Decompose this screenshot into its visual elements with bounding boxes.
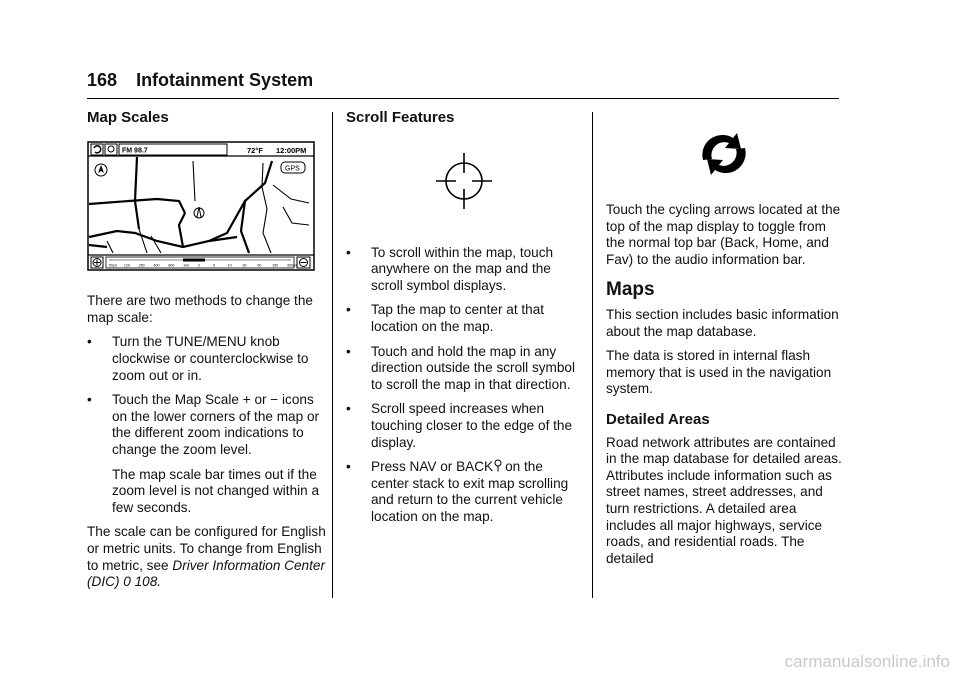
back-knob-icon [494, 459, 502, 472]
crosshair-icon [432, 149, 496, 213]
map-scale-note: The map scale bar times out if the zoom level is not changed within a few seconds. [112, 466, 320, 515]
scale-label[interactable]: 50 [257, 263, 262, 268]
column-map-scales [87, 110, 327, 599]
time-readout: 12:00PM [276, 145, 307, 155]
map-scale-bullet-2: • Touch the Map Scale + or − icons on the lower corners of the map or the different zoom indications to change the zoom level. [87, 392, 320, 457]
column-scroll-features [346, 110, 582, 534]
maps-heading: Maps [606, 279, 655, 301]
page-header [87, 70, 313, 91]
section-title: Infotainment System [136, 70, 314, 90]
map-screen-illustration [87, 141, 315, 271]
page-number: 168 [87, 70, 118, 90]
map-screen-figure [87, 141, 327, 276]
dic-page-ref[interactable]: 0 108. [123, 574, 162, 590]
scroll-symbol-figure [346, 137, 582, 225]
scale-label[interactable]: 300mi [287, 263, 297, 268]
scale-label[interactable]: 1mi [183, 263, 189, 268]
scroll-bullet-4: • Scroll speed increases when touching closer to the edge of the display. [346, 401, 573, 450]
scroll-bullet-2: • Tap the map to center at that location on the map. [346, 302, 545, 334]
gps-label: GPS [285, 165, 300, 173]
scale-indicator [183, 258, 205, 261]
temp-readout: 72°F [247, 145, 263, 155]
maps-paragraph-2: The data is stored in internal flash memory that is used in the navigation system. [606, 348, 832, 397]
scroll-bullet-3: • Touch and hold the map in any direction outside the scroll symbol to scroll the map in that direction. [346, 343, 575, 392]
column-divider-1 [332, 112, 333, 598]
watermark: carmanualsonline.info [784, 652, 950, 671]
scale-label[interactable]: 150 [272, 263, 279, 268]
scale-label[interactable]: 10 [227, 263, 232, 268]
scroll-features-heading: Scroll Features [346, 109, 455, 126]
map-scales-heading: Map Scales [87, 109, 169, 126]
scroll-bullet-1: • To scroll within the map, touch anywhere on the map and the scroll symbol displays. [346, 244, 554, 293]
scale-label[interactable]: 30 [242, 263, 247, 268]
map-scale-bullet-1: • Turn the TUNE/MENU knob clockwise or counterclockwise to zoom out or in. [87, 334, 309, 383]
cycling-arrows-text: Touch the cycling arrows located at the top of the map display to toggle from the normal top bar (Back, Home, and Fav) to the audio information bar. [606, 202, 841, 267]
column-maps [606, 110, 842, 575]
scale-label[interactable]: 400 [153, 263, 160, 268]
cycling-arrows-icon [699, 129, 749, 179]
scale-units-paragraph: The scale can be configured for English or metric units. To change from English to metric, see Driver Information Center (DIC) 0 108. [87, 524, 326, 590]
scale-label[interactable]: 250 [138, 263, 145, 268]
scale-label[interactable]: 2 [198, 263, 200, 268]
scale-label[interactable]: 800 [168, 263, 175, 268]
cycling-arrows-figure [606, 110, 842, 198]
column-divider-2 [592, 112, 593, 598]
scale-label[interactable]: 120 [123, 263, 130, 268]
scale-label[interactable]: 50yd [109, 263, 117, 268]
header-rule [87, 98, 839, 99]
scroll-bullet-5: • Press NAV or BACK on the center stack to exit map scrolling and return to the current vehicle location on the map. [346, 459, 569, 524]
map-scale-intro: There are two methods to change the map scale: [87, 293, 313, 325]
radio-readout: FM 98.7 [122, 147, 148, 155]
maps-paragraph-1: This section includes basic information about the map database. [606, 306, 839, 339]
detailed-areas-paragraph: Road network attributes are contained in the map database for detailed areas. Attributes include information such as street names, street addresses, and turn restrictions. A detailed area includes all major highways, service roads, and residential roads. The detailed [606, 434, 842, 566]
dic-link[interactable]: Driver Information Center (DIC) [87, 557, 325, 590]
scale-label[interactable]: 5 [212, 263, 215, 268]
detailed-areas-heading: Detailed Areas [606, 410, 710, 428]
